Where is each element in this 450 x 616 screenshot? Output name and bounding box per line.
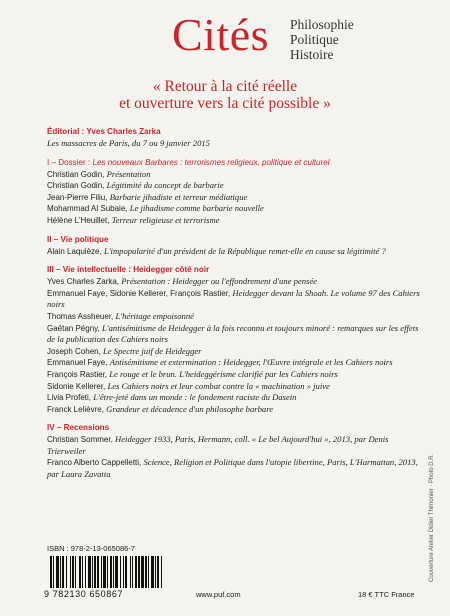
journal-logo: Cités bbox=[172, 9, 270, 60]
entry-title: Barbarie jihadiste et terreur médiatique bbox=[109, 191, 248, 202]
toc-entry bbox=[47, 381, 422, 393]
entry-author: Livia Profeti, bbox=[47, 393, 94, 403]
barcode-bar bbox=[113, 556, 114, 588]
entry-author: Christian Godin, bbox=[47, 169, 107, 179]
section-title bbox=[47, 157, 422, 168]
entry-author: Franck Lelièvre, bbox=[47, 404, 107, 414]
entry-title: Légitimité du concept de barbarie bbox=[106, 180, 224, 191]
entry-title: L'impopularité d'un président de la République remet-elle en cause sa légitimité ? bbox=[103, 245, 386, 256]
barcode-bar bbox=[97, 556, 99, 588]
entry-title: Terreur religieuse et terrorisme bbox=[111, 214, 220, 225]
barcode-bar bbox=[138, 556, 140, 588]
entry-title: Le jihadisme comme barbarie nouvelle bbox=[129, 203, 264, 214]
toc-entry bbox=[47, 180, 422, 192]
tagline bbox=[0, 78, 450, 112]
section-title-text: III – Vie intellectuelle : Heidegger côté noir bbox=[47, 265, 210, 275]
toc-entry bbox=[47, 288, 422, 311]
section-title-prefix: I – Dossier : bbox=[47, 157, 93, 167]
entry-author: Sidonie Kellerer, bbox=[47, 381, 108, 391]
entry-title: Les massacres de Paris, du 7 ou 9 janvier 2015 bbox=[47, 138, 210, 148]
tagline-line: « Retour à la cité réelle bbox=[152, 78, 298, 95]
barcode-bar bbox=[141, 556, 144, 588]
toc-entry bbox=[47, 404, 422, 416]
barcode-bar bbox=[107, 556, 108, 588]
barcode-bar bbox=[82, 556, 83, 588]
barcode-bar bbox=[101, 556, 102, 588]
barcode-bar bbox=[103, 556, 106, 588]
entry-author: Mohammad Al Subaie, bbox=[47, 204, 130, 214]
toc-section bbox=[47, 157, 422, 227]
barcode-bar bbox=[85, 556, 86, 588]
barcode-bar bbox=[53, 556, 54, 588]
toc-section bbox=[47, 234, 422, 258]
entry-author: Hélène L'Heuillet, bbox=[47, 215, 112, 225]
barcode-bar bbox=[151, 556, 154, 588]
entry-title: Heidegger devant la Shoah. Le volume 97 des Cahiers noirs bbox=[47, 287, 420, 310]
toc-section bbox=[47, 126, 422, 150]
barcode-bar bbox=[148, 556, 149, 588]
toc-section bbox=[47, 422, 422, 480]
masthead bbox=[0, 0, 450, 64]
toc-section bbox=[47, 264, 422, 415]
toc-entry bbox=[47, 246, 422, 258]
barcode-bar bbox=[94, 556, 96, 588]
toc-entry bbox=[47, 357, 422, 369]
toc-entry bbox=[47, 138, 422, 150]
website-link[interactable]: www.puf.com bbox=[196, 590, 241, 599]
toc-entry bbox=[47, 203, 422, 215]
section-title-text: II – Vie politique bbox=[47, 234, 109, 244]
entry-title: Antisémitisme et extermination : Heidegger, l'Œuvre intégrale et les Cahiers noirs bbox=[109, 357, 393, 368]
entry-title: Le Spectre juif de Heidegger bbox=[103, 345, 202, 356]
entry-author: Emmanuel Faye, bbox=[47, 358, 110, 368]
barcode-bar bbox=[155, 556, 156, 588]
cover-credit: Couverture Atelier Didier Thimonier · Photo D.R. bbox=[429, 453, 435, 582]
barcode-bar bbox=[72, 556, 74, 588]
entry-title: L'antisémitisme de Heidegger à la fois reconnu et toujours minoré : remarques sur les effets de la publication des Cahiers noirs bbox=[47, 322, 419, 345]
entry-title: L'héritage empoisonné bbox=[115, 310, 194, 321]
toc-entry bbox=[47, 457, 422, 480]
entry-author: Christian Godin, bbox=[47, 181, 107, 191]
table-of-contents bbox=[47, 126, 422, 488]
barcode-bar bbox=[88, 556, 91, 588]
entry-title: Le rouge et le brun. L'heideggérisme clarifié par les Cahiers noirs bbox=[109, 368, 338, 379]
journal-subtitle bbox=[290, 17, 354, 62]
barcode bbox=[48, 556, 164, 590]
barcode-bar bbox=[110, 556, 112, 588]
section-title bbox=[47, 422, 422, 433]
barcode-bar bbox=[145, 556, 147, 588]
barcode-bar bbox=[123, 556, 124, 588]
toc-entry bbox=[47, 346, 422, 358]
barcode-bar bbox=[161, 556, 162, 588]
entry-author: Yves Charles Zarka, bbox=[47, 277, 122, 287]
barcode-digits: 9 782130 650867 bbox=[44, 589, 124, 599]
toc-entry bbox=[47, 369, 422, 381]
barcode-bar bbox=[92, 556, 93, 588]
barcode-bar bbox=[130, 556, 131, 588]
entry-title: Grandeur et décadence d'un philosophe barbare bbox=[106, 403, 274, 414]
toc-entry bbox=[47, 323, 422, 346]
barcode-bar bbox=[135, 556, 137, 588]
price: 18 € TTC France bbox=[358, 590, 415, 599]
section-title-text: IV – Recensions bbox=[47, 423, 110, 433]
barcode-bar bbox=[70, 556, 71, 588]
subtitle-line: Histoire bbox=[290, 47, 334, 62]
entry-author: Christian Sommer, bbox=[47, 435, 116, 445]
entry-author: François Rastier, bbox=[47, 369, 110, 379]
section-title bbox=[47, 264, 422, 275]
barcode-bar bbox=[79, 556, 81, 588]
section-title bbox=[47, 126, 422, 137]
subtitle-line: Philosophie bbox=[290, 17, 354, 32]
toc-entry bbox=[47, 276, 422, 288]
entry-author: Gaëtan Pégny, bbox=[47, 323, 102, 333]
toc-entry bbox=[47, 392, 422, 404]
section-title bbox=[47, 234, 422, 245]
toc-entry bbox=[47, 169, 422, 181]
section-title-text: Éditorial : Yves Charles Zarka bbox=[47, 127, 161, 136]
entry-author: Joseph Cohen, bbox=[47, 346, 104, 356]
toc-entry bbox=[47, 192, 422, 204]
barcode-bar bbox=[115, 556, 118, 588]
barcode-bar bbox=[132, 556, 133, 588]
entry-title: Présentation : Heidegger ou l'effondrement d'une pensée bbox=[121, 276, 317, 287]
subtitle-line: Politique bbox=[290, 32, 339, 47]
entry-author: Franco Alberto Cappelletti, bbox=[47, 458, 144, 468]
tagline-line: et ouverture vers la cité possible » bbox=[119, 95, 331, 112]
barcode-bar bbox=[66, 556, 67, 588]
toc-entry bbox=[47, 215, 422, 227]
entry-title: Science, Religion et Politique dans l'utopie libertine, Paris, L'Harmattan, 2013, par Laura Zavatta bbox=[47, 457, 418, 480]
barcode-bar bbox=[50, 556, 52, 588]
barcode-bar bbox=[120, 556, 121, 588]
isbn: ISBN : 978-2-13-065086-7 bbox=[47, 544, 135, 553]
barcode-bar bbox=[75, 556, 76, 588]
entry-title: Les Cahiers noirs et leur combat contre la « machination » juive bbox=[107, 380, 330, 391]
entry-author: Alain Laquièze, bbox=[47, 246, 104, 256]
barcode-bar bbox=[125, 556, 127, 588]
barcode-bar bbox=[60, 556, 61, 588]
barcode-bar bbox=[56, 556, 59, 588]
toc-entry bbox=[47, 434, 422, 457]
barcode-bar bbox=[62, 556, 64, 588]
entry-title: Présentation bbox=[106, 168, 151, 179]
entry-author: Thomas Assheuer, bbox=[47, 311, 116, 321]
barcode-bar bbox=[157, 556, 159, 588]
entry-title: Heidegger 1933, Paris, Hermann, coll. « Le bel Aujourd'hui », 2013, par Denis Trierweiler bbox=[47, 434, 389, 456]
entry-author: Emmanuel Faye, Sidonie Kellerer, François Rastier, bbox=[47, 288, 233, 298]
entry-title: L'être-jeté dans un monde : le fondement raciste du Dasein bbox=[93, 392, 297, 403]
entry-author: Jean-Pierre Filiu, bbox=[47, 192, 110, 202]
toc-entry bbox=[47, 311, 422, 323]
section-title-text: Les nouveaux Barbares : terrorismes religieux, politique et culturel bbox=[92, 157, 330, 167]
